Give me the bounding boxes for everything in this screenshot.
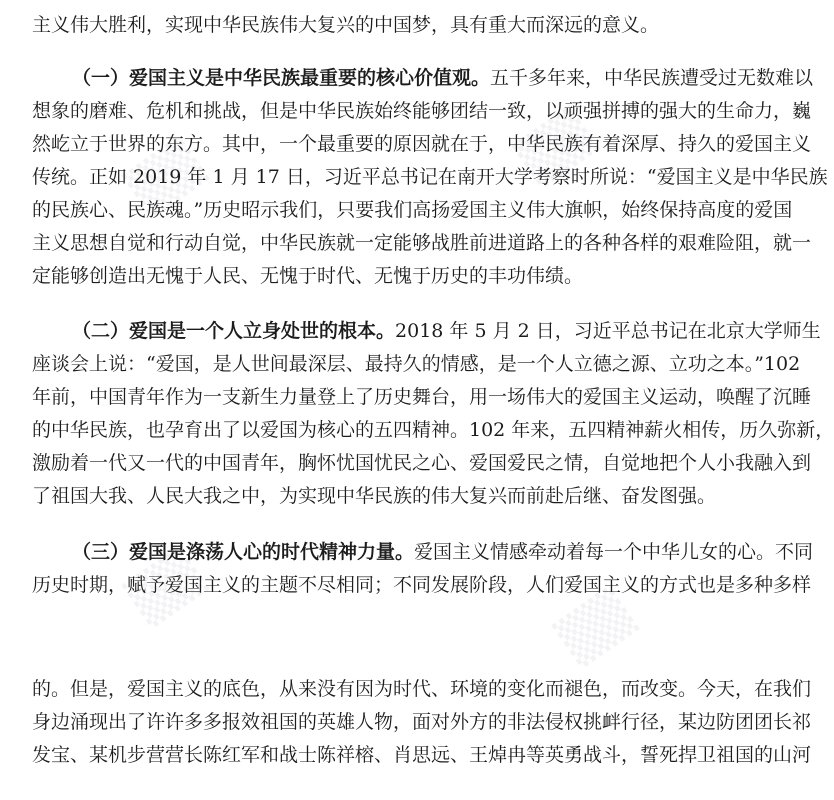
section1-text: 传统。正如 2019 年 1 月 17 日，习近平总书记在南开大学考察时所说：“爱国主义是中华民族 <box>32 166 828 188</box>
section1-text: 想象的磨难、危机和挑战，但是中华民族始终能够团结一致，以顽强拼搏的强大的生命力，巍 <box>32 100 812 122</box>
watermark-graphic: ▒▒ <box>550 584 640 670</box>
section2-text: 了祖国大我、人民大我之中，为实现中华民族的伟大复兴而前赴后继、奋发图强。 <box>32 485 717 507</box>
section1-line-1 <box>72 67 814 89</box>
section3-text: 的。但是，爱国主义的底色，从来没有因为时代、环境的变化而褪色，而改变。今天，在我们 <box>32 678 812 700</box>
section3-line-5 <box>32 744 812 766</box>
section1-line-3 <box>32 133 812 155</box>
section1-text: 五千多年来，中华民族遭受过无数难以 <box>490 67 814 89</box>
watermark-graphic: ▒▒ <box>510 104 600 190</box>
section2-text: 激励着一代又一代的中国青年，胸怀忧国忧民之心、爱国爱民之情，自觉地把个人小我融入到 <box>32 452 812 474</box>
section2-text: 2018 年 5 月 2 日，习近平总书记在北京大学师生 <box>395 320 821 342</box>
section2-text: 座谈会上说：“爱国，是人世间最深层、最持久的情感，是一个人立德之源、立功之本。”102 <box>32 353 801 375</box>
section3-text: 发宝、某机步营营长陈红军和战士陈祥榕、肖思远、王焯冉等英勇战斗，誓死捍卫祖国的山河 <box>32 744 812 766</box>
section1-text: 主义思想自觉和行动自觉，中华民族就一定能够战胜前进道路上的各种各样的艰难险阻，就一 <box>32 232 812 254</box>
section2-line-4 <box>32 419 834 441</box>
section2-text: 的中华民族，也孕育出了以爱国为核心的五四精神。102 年来，五四精神薪火相传，历久弥新， <box>32 419 834 441</box>
section1-text: 定能够创造出无愧于人民、无愧于时代、无愧于历史的丰功伟绩。 <box>32 265 584 287</box>
section2-heading: （二）爱国是一个人立身处世的根本。 <box>72 320 396 342</box>
section1-line-4 <box>32 166 828 188</box>
section2-line-6 <box>32 485 772 507</box>
section2-line-2 <box>32 353 801 375</box>
section1-line-5 <box>32 199 793 221</box>
section2-text: 年前，中国青年作为一支新生力量登上了历史舞台，用一场伟大的爱国主义运动，唤醒了沉睡 <box>32 386 812 408</box>
section2-line-1 <box>72 320 821 342</box>
section3-line-2 <box>32 574 812 596</box>
section2-line-3 <box>32 386 812 408</box>
section3-line-3 <box>32 678 812 700</box>
section3-heading: （三）爱国是涤荡人心的时代精神力量。 <box>72 541 415 563</box>
section2-line-5 <box>32 452 812 474</box>
section3-text: 历史时期，赋予爱国主义的主题不尽相同；不同发展阶段，人们爱国主义的方式也是多种多样 <box>32 574 812 596</box>
intro-text: 主义伟大胜利，实现中华民族伟大复兴的中国梦，具有重大而深远的意义。 <box>32 14 660 36</box>
section1-heading: （一）爱国主义是中华民族最重要的核心价值观。 <box>72 67 491 89</box>
section3-text: 身边涌现出了许许多多报效祖国的英雄人物，面对外方的非法侵权挑衅行径，某边防团团长祁 <box>32 711 812 733</box>
section1-line-2 <box>32 100 812 122</box>
watermark-graphic: ▒▒ <box>120 134 210 220</box>
intro-line <box>32 14 772 36</box>
section3-text: 爱国主义情感牵动着每一个中华儿女的心。不同 <box>414 541 814 563</box>
section3-line-1 <box>72 541 814 563</box>
section3-line-4 <box>32 711 812 733</box>
section1-text: 的民族心、民族魂。”历史昭示我们，只要我们高扬爱国主义伟大旗帜，始终保持高度的爱国 <box>32 199 793 221</box>
section1-line-7 <box>32 265 772 287</box>
section1-text: 然屹立于世界的东方。其中，一个最重要的原因就在于，中华民族有着深厚、持久的爱国主义 <box>32 133 812 155</box>
watermark-graphic: ▒▒ <box>120 544 210 630</box>
section1-line-6 <box>32 232 812 254</box>
